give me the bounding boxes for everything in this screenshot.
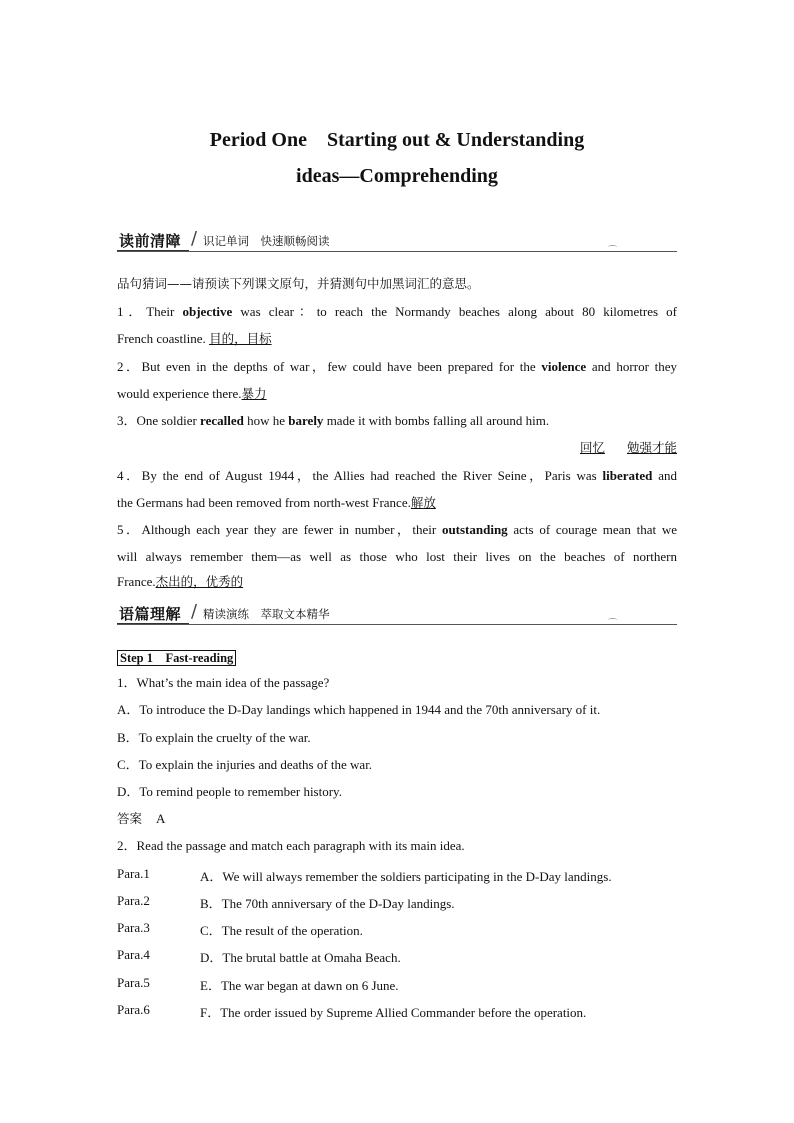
q1-option-a: A．To introduce the D-Day landings which happened in 1944 and the 70th anniversary of it. [117, 702, 601, 717]
answer-4: 解放 [410, 495, 436, 510]
vocab-item-1-line1: 1．Their objective was clear：to reach the Normandy beaches along about 80 kilometres of [117, 304, 678, 319]
section-subheading: 识记单词 快速顺畅阅读 [203, 234, 330, 248]
step-label: Step 1 Fast-reading [117, 650, 236, 666]
vocab-item-3-line1: 3．One soldier recalled how he barely made it with bombs falling all around him. [117, 413, 550, 428]
main-idea-f: F．The order issued by Supreme Allied Commander before the operation. [200, 1005, 587, 1020]
rule-ornament: ⌒ [607, 245, 617, 255]
vocab-item-3-answers [117, 440, 677, 456]
question-1: 1．What’s the main idea of the passage? [117, 675, 330, 690]
q1-answer: 答案 A [117, 811, 166, 826]
main-idea-e: E．The war began at dawn on 6 June. [200, 978, 399, 993]
main-idea-d: D．The brutal battle at Omaha Beach. [200, 950, 401, 965]
answer-2: 暴力 [241, 386, 267, 401]
vocab-item-1-line2: French coastline. 目的，目标 [117, 331, 272, 346]
section-heading: 语篇理解 [119, 605, 182, 623]
q1-option-b: B．To explain the cruelty of the war. [117, 730, 311, 745]
section-header-pre-reading [117, 228, 677, 255]
answer-1: 目的，目标 [209, 331, 272, 346]
slash-divider: / [191, 601, 198, 622]
section-subheading: 精读演练 萃取文本精华 [203, 607, 330, 621]
vocab-item-5-line3: France.杰出的，优秀的 [117, 574, 244, 589]
intro-instruction: 品句猜词——请预读下列课文原句，并猜测句中加黑词汇的意思。 [117, 276, 480, 291]
vocab-item-2-line2: would experience there.暴力 [117, 386, 267, 401]
slash-divider: / [191, 228, 198, 249]
section-header-text-comprehension [117, 601, 677, 628]
main-idea-c: C．The result of the operation. [200, 923, 363, 938]
para-label-3: Para.3 [117, 920, 150, 935]
section-rule [117, 251, 677, 252]
answer-3a: 回忆 [579, 440, 605, 455]
para-label-5: Para.5 [117, 975, 150, 990]
vocab-item-5-line1: 5．Although each year they are fewer in number，their outstanding acts of courage mean that we [117, 522, 677, 537]
vocab-item-2-line1: 2．But even in the depths of war，few could have been prepared for the violence and horror they [117, 359, 678, 374]
para-label-6: Para.6 [117, 1002, 150, 1017]
vocab-item-4-line2: the Germans had been removed from north-west France.解放 [117, 495, 436, 510]
q1-option-d: D．To remind people to remember history. [117, 784, 342, 799]
question-2: 2．Read the passage and match each paragraph with its main idea. [117, 838, 465, 853]
vocab-item-4-line1: 4．By the end of August 1944，the Allies had reached the River Seine，Paris was liberated and [117, 468, 677, 483]
vocab-item-5-line2: will always remember them—as well as those who lost their lives on the beaches of northern [117, 549, 677, 564]
page-title-line1: Period One Starting out & Understanding [209, 129, 585, 151]
section-heading: 读前清障 [119, 232, 182, 250]
page-title-line2: ideas—Comprehending [296, 165, 498, 187]
rule-ornament: ⌒ [607, 618, 617, 628]
answer-5: 杰出的，优秀的 [155, 574, 244, 589]
section-rule [117, 624, 677, 625]
para-label-2: Para.2 [117, 893, 150, 908]
para-label-4: Para.4 [117, 947, 150, 962]
main-idea-a: A．We will always remember the soldiers participating in the D-Day landings. [200, 869, 612, 884]
answer-3b: 勉强才能 [626, 440, 677, 455]
para-label-1: Para.1 [117, 866, 150, 881]
q1-option-c: C．To explain the injuries and deaths of the war. [117, 757, 373, 772]
main-idea-b: B．The 70th anniversary of the D-Day landings. [200, 896, 455, 911]
